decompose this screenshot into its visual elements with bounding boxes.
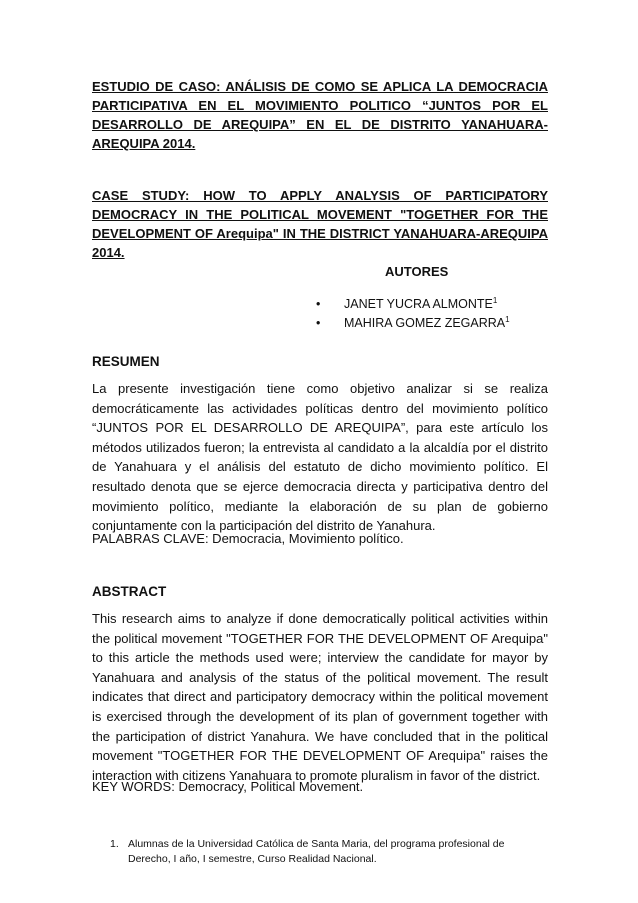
resumen-keywords: PALABRAS CLAVE: Democracia, Movimiento político. <box>92 531 404 546</box>
resumen-heading: RESUMEN <box>92 354 160 369</box>
author-bullet: • <box>316 297 321 312</box>
author-name: JANET YUCRA ALMONTE <box>344 297 493 312</box>
author-name: MAHIRA GOMEZ ZEGARRA <box>344 316 506 331</box>
authors-heading: AUTORES <box>385 264 449 279</box>
abstract-heading: ABSTRACT <box>92 584 167 599</box>
title-english: CASE STUDY: HOW TO APPLY ANALYSIS OF PARTICIPATORY DEMOCRACY IN THE POLITICAL MOVEMENT "TOGETHER FOR THE DEVELOPMENT OF Arequipa" IN THE DISTRICT YANAHUARA-AREQUIPA 2014. <box>92 188 548 260</box>
footnote-text: Alumnas de la Universidad Católica de Santa Maria, del programa profesional de Derecho, I año, I semestre, Curso Realidad Nacional. <box>128 838 505 865</box>
abstract-body: This research aims to analyze if done democratically political activities within the political movement "TOGETHER FOR THE DEVELOPMENT OF Arequipa" to this article the methods used were; interview the candidate for mayor by Yanahuara and analysis of the status of the political movement. The result indicates that direct and participatory democracy within the political movement is exercised through the development of its plan of government together with the participation of district Yanahura. We have concluded that in the political movement "TOGETHER FOR THE DEVELOPMENT OF Arequipa" raises the interaction with citizens Yanahuara to promote pluralism in favor of the district. <box>92 611 548 783</box>
footnote-number: 1. <box>110 838 119 850</box>
resumen-body: La presente investigación tiene como objetivo analizar si se realiza democráticamente las actividades políticas dentro del movimiento político “JUNTOS POR EL DESARROLLO DE AREQUIPA”, para este artículo los métodos utilizados fueron; la entrevista al candidato a la alcaldía por el distrito de Yanahuara y el análisis del estatuto de dicho movimiento político. El resultado denota que se ejerce democracia directa y participativa dentro del movimiento político, mediante la elaboración de su plan de gobierno conjuntamente con la participación del distrito de Yanahura. <box>92 381 548 534</box>
author-item <box>316 315 510 330</box>
author-footnote-mark: 1 <box>505 315 510 324</box>
author-bullet: • <box>316 316 321 331</box>
abstract-keywords: KEY WORDS: Democracy, Political Movement. <box>92 779 364 794</box>
author-item <box>316 296 497 311</box>
title-spanish: ESTUDIO DE CASO: ANÁLISIS DE COMO SE APLICA LA DEMOCRACIA PARTICIPATIVA EN EL MOVIMIENTO POLITICO “JUNTOS POR EL DESARROLLO DE AREQUIPA” EN EL DE DISTRITO YANAHUARA-AREQUIPA 2014. <box>92 79 548 151</box>
author-footnote-mark: 1 <box>492 296 498 305</box>
